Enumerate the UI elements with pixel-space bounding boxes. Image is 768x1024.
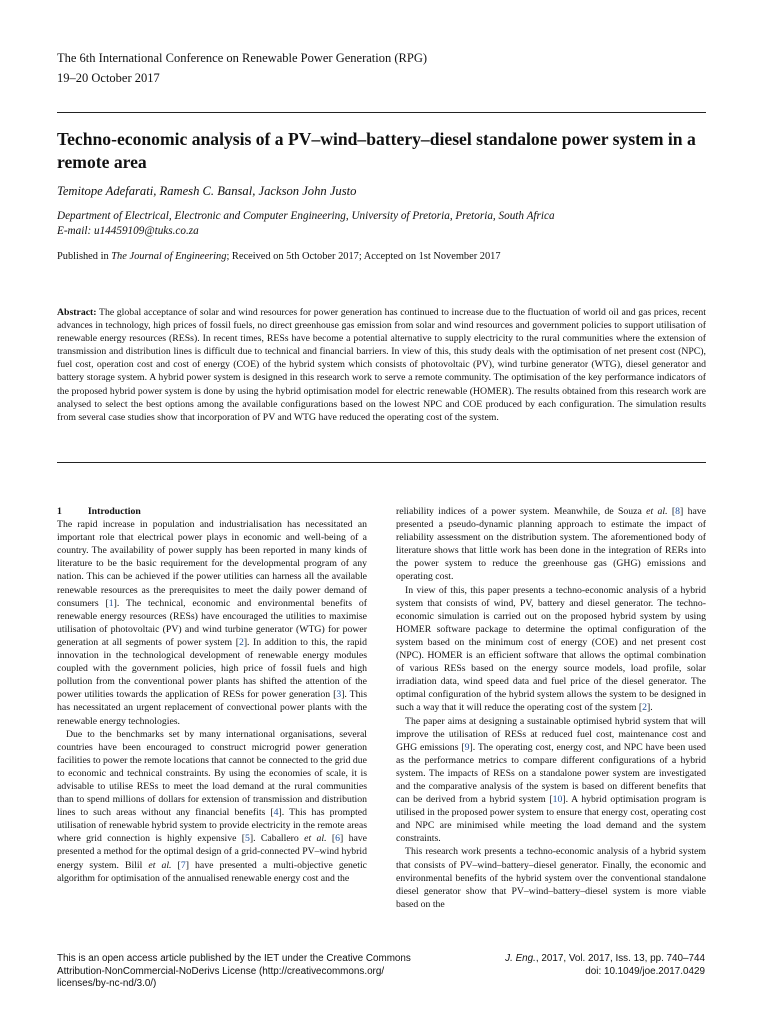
affiliation-text: Department of Electrical, Electronic and Computer Engineering, University of Pretoria, Pretoria, South Africa <box>57 210 555 222</box>
citation-link[interactable]: 10 <box>552 794 563 806</box>
section-number: 1 <box>57 506 62 517</box>
citation-link[interactable]: 9 <box>464 741 470 753</box>
citation-link[interactable]: 2 <box>238 636 244 648</box>
citation-link[interactable]: 3 <box>336 689 342 701</box>
left-column <box>57 505 367 885</box>
paragraph: The paper aims at designing a sustainable optimised hybrid system that will improve the utilisation of RESs at reduced fuel cost, maintenance cost and GHG emissions [9]. The operating cost, energy cost, and NPC have been used as the performance metrics to compare different configurations of a hybrid system. The impacts of RESs on a standalone power system are investigated and the comparative analysis of the system is based on different benefits that can be derived from a hybrid system [10]. A hybrid optimisation program is utilised in the proposed power system to ensure that energy cost, operating cost and NPC are minimised while meeting the load demand and the system constraints. <box>396 715 706 845</box>
header-rule <box>57 112 706 113</box>
right-column <box>396 505 706 911</box>
paragraph: In view of this, this paper presents a techno-economic analysis of a hybrid system that consists of wind, PV, battery and diesel generator. The techno-economic simulation is carried out on the proposed hybrid system by using HOMER software package to determine the optimal configuration of the system based on the minimum cost of energy (COE) and net present cost (NPC). HOMER is an efficient software that allows the optimal combination of various RESs based on the energy source models, load profile, solar irradiation data, wind speed data and fuel price of the diesel generator. The optimal configuration of the hybrid system allows the system to be designed in such a way that it will reduce the operating cost of the system [2]. <box>396 584 706 714</box>
published-prefix: Published in <box>57 251 112 262</box>
paper-title: Techno-economic analysis of a PV–wind–battery–diesel standalone power system in a remote area <box>57 129 696 172</box>
license-line[interactable]: licenses/by-nc-nd/3.0/) <box>57 978 157 990</box>
citation-link[interactable]: 2 <box>642 702 647 714</box>
abstract-rule <box>57 462 706 463</box>
citation-link[interactable]: 4 <box>273 807 279 819</box>
license-line: This is an open access article published by the IET under the Creative Commons <box>57 953 411 964</box>
paragraph: reliability indices of a power system. Meanwhile, de Souza et al. [8] have presented a pseudo-dynamic planning approach to estimate the impact of reliability assessment on the distribution system. The aforementioned body of literature shows that little work has been done in the integration of RERs into the power system to reduce the greenhouse gas (GHG) emissions and operating cost. <box>396 506 706 583</box>
citation-link[interactable]: 8 <box>675 506 681 517</box>
journal-name: The Journal of Engineering <box>111 251 227 262</box>
citation-line <box>505 953 705 966</box>
conference-dates: 19–20 October 2017 <box>57 71 160 85</box>
publication-info <box>57 251 501 262</box>
paper-authors: Temitope Adefarati, Ramesh C. Bansal, Jackson John Justo <box>57 184 357 198</box>
citation-journal: J. Eng. <box>505 953 536 964</box>
abstract <box>57 306 706 424</box>
citation-link[interactable]: 7 <box>180 859 186 871</box>
license-line[interactable]: Attribution-NonCommercial-NoDerivs License (http://creativecommons.org/ <box>57 965 385 977</box>
abstract-text: The global acceptance of solar and wind resources for power generation has continued to increase due to the fluctuation of world oil and gas prices, recent advances in technology, high prices of fossil fuels, no direct greenhouse gas emission from solar and wind resources and government policies to support utilisation of renewable energy resources (RESs). In recent times, RESs have become a potential alternative to supply electricity to the rural communities where the extension of transmission and distribution lines is difficult due to technical and financial barriers. In view of this, this study deals with the optimisation of net present cost (NPC), fuel cost, operation cost and cost of energy (COE) of the hybrid system which consists of photovoltaic (PV), wind turbine generator (WTG), diesel generator and battery storage system. A hybrid power system is designed in this research work to serve a remote community. The optimisation of the key performance indicators of the proposed hybrid power system is done by using the hybrid optimisation model for electric renewable (HOMER). The results obtained from this research work are analysed to select the best options among the available configurations based on the lowest NPC and COE produced by each configuration. The simulation results from several case studies show that incorporation of PV and WTG have reduced the operating cost of the system. <box>57 307 706 423</box>
abstract-label: Abstract: <box>57 307 97 318</box>
citation-link[interactable]: 6 <box>335 833 341 845</box>
conference-name: The 6th International Conference on Renewable Power Generation (RPG) <box>57 51 428 65</box>
license-footer <box>57 953 457 991</box>
conference-header <box>57 48 427 88</box>
citation-link[interactable]: 1 <box>108 597 114 609</box>
section-title: Introduction <box>87 506 141 517</box>
published-dates: ; Received on 5th October 2017; Accepted on 1st November 2017 <box>226 251 501 262</box>
doi[interactable]: doi: 10.1049/joe.2017.0429 <box>585 965 705 977</box>
paragraph: This research work presents a techno-economic analysis of a hybrid system that consists of PV–wind–battery–diesel generator. Finally, the economic and environmental benefits of the hybrid system over the conventional standalone diesel generator show that PV–wind–battery–diesel system is more viable based on the <box>396 846 706 910</box>
author-email: E-mail: u14459109@tuks.co.za <box>57 225 199 237</box>
section-heading <box>57 505 367 518</box>
paragraph: The rapid increase in population and industrialisation has necessitated an important role that electrical power plays in economic and well-being of a country. The availability of power supply has been reported in many kinds of literature to be the basic requirement for the developmental program of any nation. This can be achieved if the power utilities can harness all the available renewable resources as the prerequisites to meet the daily power demand of consumers [1]. The technical, economic and environmental benefits of renewable energy resources (RESs) have encouraged the utilities to maximise utilisation of photovoltaic (PV) and wind turbine generator (WTG) for power generation at all segments of power system [2]. In addition to this, the rapid innovation in the technological development of renewable energy modules coupled with the government policies, high price of fossil fuels and high pollution from the conventional power plants has shifted the attention of the power utilities towards the application of RESs for power generation [3]. This has necessitated an urgent replacement of convectional power plants with the renewable energy technologies. <box>57 519 367 727</box>
author-affiliation <box>57 209 555 239</box>
citation-link[interactable]: 5 <box>245 833 250 845</box>
paragraph: Due to the benchmarks set by many international organisations, several countries have been encouraged to construct microgrid power generation facilities to power the remote locations that cannot be connected to the grid due to economic and technical constraints. By using the economies of scale, it is advisable to utilise RESs to meet the load demand at the rural communities than to spend millions of dollars for extension of transmission and distribution lines to such areas without any financial benefits [4]. This has prompted utilisation of renewable hybrid system to provide electricity in the remote areas where grid connection is highly expensive [5]. Caballero et al. [6] have presented a method for the optimal design of a grid-connected PV–wind hybrid energy system. Bilil et al. [7] have presented a multi-objective genetic algorithm for optimisation of the annualised renewable energy cost and the <box>57 728 368 884</box>
citation-details: , 2017, Vol. 2017, Iss. 13, pp. 740–744 <box>535 953 705 964</box>
citation-footer <box>505 953 705 978</box>
